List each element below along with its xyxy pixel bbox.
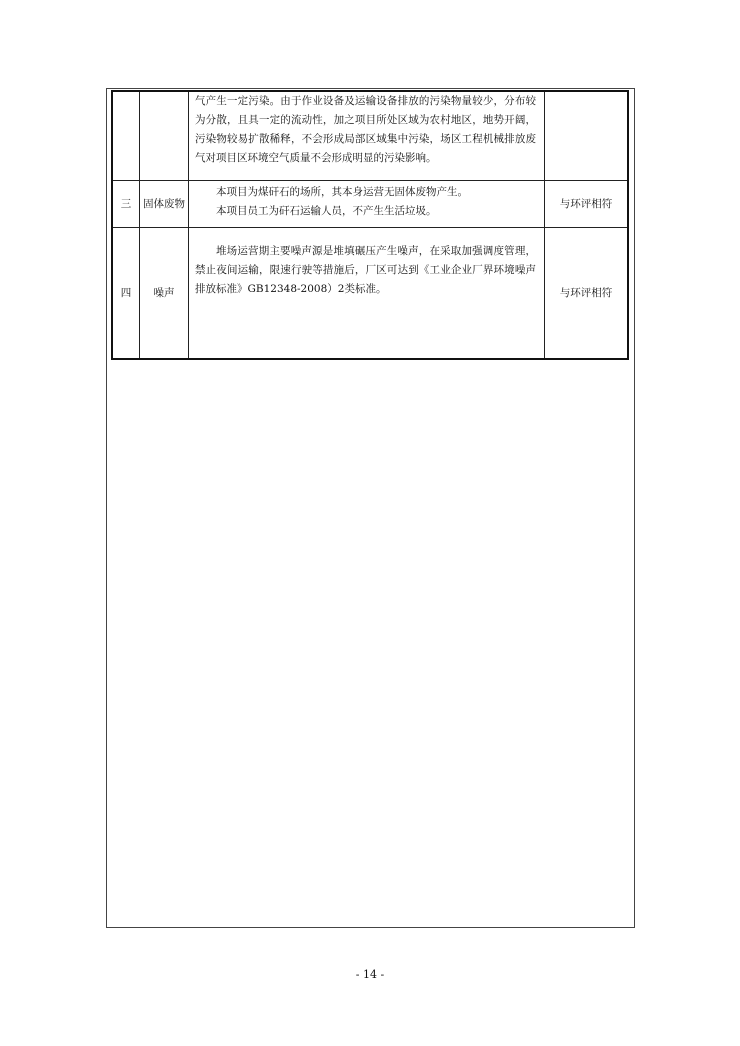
description-paragraph: 本项目为煤矸石的场所，其本身运营无固体废物产生。 bbox=[216, 186, 468, 198]
description-paragraph: 气产生一定污染。由于作业设备及运输设备排放的污染物量较少，分布较为分散，且具一定的流动性，加之项目所处区域为农村地区，地势开阔，污染物较易扩散稀释，不会形成局部区域集中污染，场区工程机械排放废气对项目区环境空气质量不会形成明显的污染影响。 bbox=[195, 95, 536, 164]
row-conclusion: 与环评相符 bbox=[545, 228, 629, 360]
table-row bbox=[112, 228, 628, 360]
row-number bbox=[112, 91, 140, 181]
row-description bbox=[189, 228, 545, 360]
row-description bbox=[189, 91, 545, 181]
description-paragraph: 堆场运营期主要噪声源是堆填碾压产生噪声，在采取加强调度管理，禁止夜间运输，限速行驶等措施后，厂区可达到《工业企业厂界环境噪声排放标准》GB12348-2008）2类标准。 bbox=[195, 245, 536, 295]
row-description bbox=[189, 181, 545, 228]
table-row bbox=[112, 181, 628, 228]
description-paragraph: 本项目员工为矸石运输人员，不产生生活垃圾。 bbox=[216, 205, 437, 217]
row-category: 噪声 bbox=[140, 228, 189, 360]
row-number: 四 bbox=[112, 228, 140, 360]
page-number: - 14 - bbox=[355, 968, 385, 981]
table-row bbox=[112, 91, 628, 181]
row-number: 三 bbox=[112, 181, 140, 228]
environment-comparison-table bbox=[111, 90, 629, 360]
row-category bbox=[140, 91, 189, 181]
row-category: 固体废物 bbox=[140, 181, 189, 228]
row-conclusion bbox=[545, 91, 629, 181]
row-conclusion: 与环评相符 bbox=[545, 181, 629, 228]
